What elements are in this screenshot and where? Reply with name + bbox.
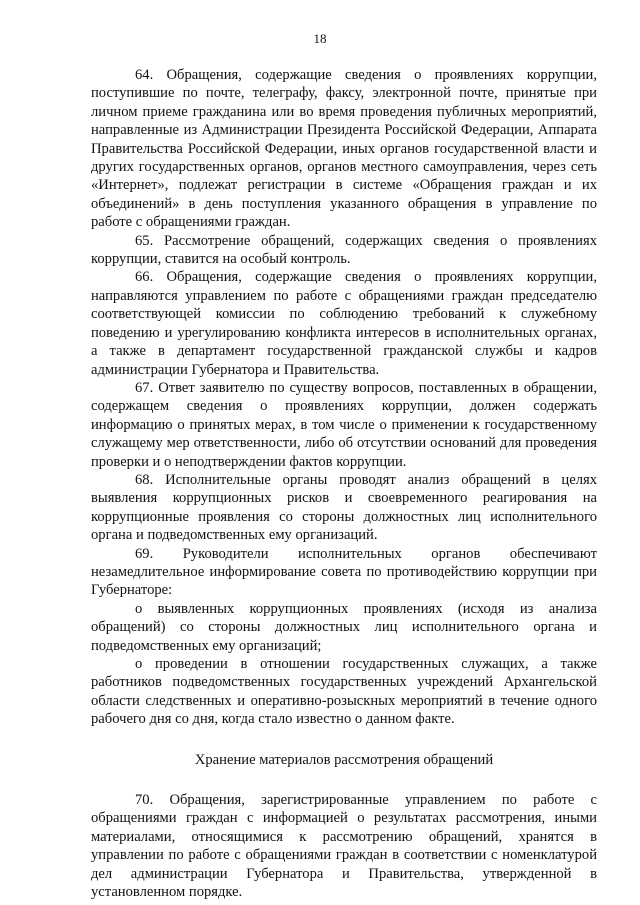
paragraph-65: 65. Рассмотрение обращений, содержащих сведения о проявлениях коррупции, ставится на особый контроль. [91, 232, 597, 268]
paragraph-69: 69. Руководители исполнительных органов обеспечивают незамедлительное информирование совета по противодействию коррупции при Губернаторе: [91, 545, 597, 599]
page-number: 18 [313, 31, 327, 46]
paragraph-66: 66. Обращения, содержащие сведения о проявлениях коррупции, направляются управлением по работе с обращениями граждан председателю соответствующей комиссии по соблюдению требований к служебному поведению и урегулированию конфликта интересов в исполнительных органах, а также в департамент государственной гражданской службы и кадров администрации Губернатора и Правительства. [91, 269, 597, 378]
document-body [91, 66, 597, 901]
paragraph-69-item-2: о проведении в отношении государственных служащих, а также работников подведомственных государственных учреждений Архангельской области следственных и оперативно-розыскных мероприятий в течение одного рабочего дня со дня, когда стало известно о данном факте. [91, 656, 597, 728]
paragraph-64: 64. Обращения, содержащие сведения о проявлениях коррупции, поступившие по почте, телеграфу, факсу, электронной почте, принятые при личном приеме гражданина или во время проведения публичных мероприятий, направленные из Администрации Президента Российской Федерации, Аппарата Правительства Российской Федерации, иных органов государственной власти и других государственных органов, органов местного самоуправления, через сеть «Интернет», подлежат регистрации в системе «Обращения граждан и их объединений» в день поступления указанного обращения в управление по работе с обращениями граждан. [91, 67, 597, 231]
paragraph-68: 68. Исполнительные органы проводят анализ обращений в целях выявления коррупционных рисков и своевременного реагирования на коррупционные проявления со стороны должностных лиц исполнительного органа и подведомственных ему организаций. [91, 471, 597, 544]
paragraph-70: 70. Обращения, зарегистрированные управлением по работе с обращениями граждан с информацией о результатах рассмотрения, иными материалами, относящимися к рассмотрению обращений, хранятся в управлении по работе с обращениями граждан в соответствии с номенклатурой дел администрации Губернатора и Правительства, утвержденной в установленном порядке. [91, 792, 597, 901]
paragraph-67: 67. Ответ заявителю по существу вопросов, поставленных в обращении, содержащем сведения о проявлениях коррупции, должен содержать информацию о принятых мерах, в том числе о применении к государственному служащему мер ответственности, либо об отсутствии оснований для проведения проверки и о неподтверждении фактов коррупции. [91, 379, 597, 470]
section-heading: Хранение материалов рассмотрения обращений [194, 751, 494, 768]
paragraph-69-item-1: о выявленных коррупционных проявлениях (исходя из анализа обращений) со стороны должностных лиц исполнительного органа и подведомственных ему организаций; [91, 600, 597, 654]
